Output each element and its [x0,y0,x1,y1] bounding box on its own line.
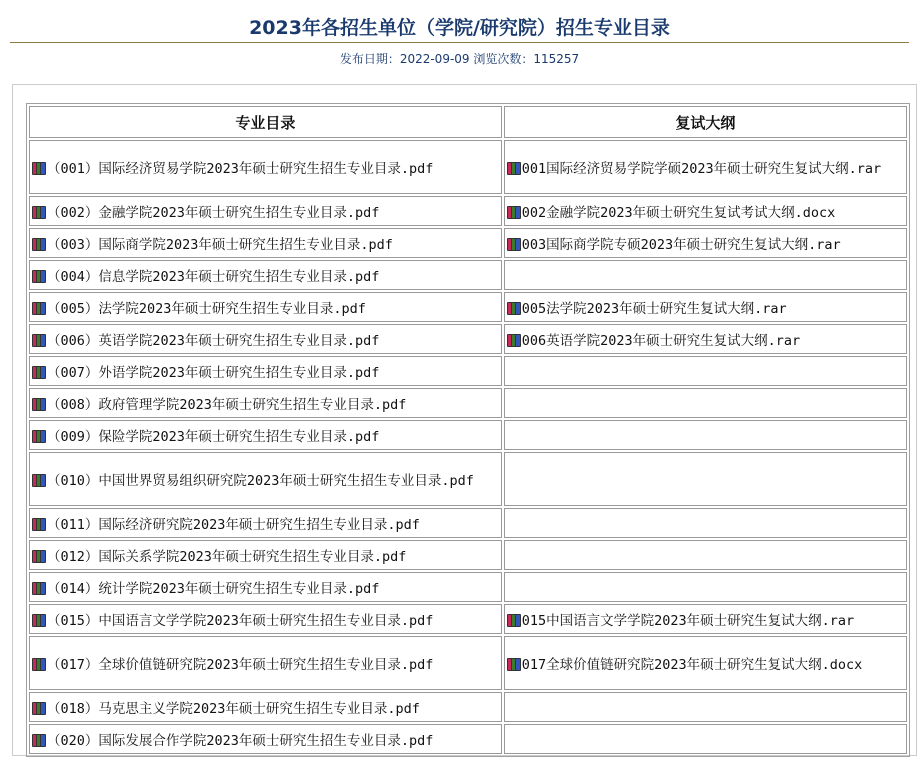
syllabus-cell [504,540,907,570]
file-name: 015中国语言文学学院2023年硕士研究生复试大纲.rar [521,613,855,629]
rar-archive-icon [32,517,46,530]
file-name: （011）国际经济研究院2023年硕士研究生招生专业目录.pdf [47,517,420,533]
rar-archive-icon [507,657,521,670]
catalog-file-link[interactable] [32,473,474,489]
catalog-file-link[interactable] [32,581,379,597]
catalog-cell [29,420,502,450]
file-name: （012）国际关系学院2023年硕士研究生招生专业目录.pdf [47,549,407,565]
file-name: 002金融学院2023年硕士研究生复试考试大纲.docx [521,205,836,221]
rar-archive-icon [507,301,521,314]
syllabus-file-link[interactable] [507,657,863,673]
catalog-file-link[interactable] [32,657,433,673]
catalog-file-link[interactable] [32,269,379,285]
file-name: （007）外语学院2023年硕士研究生招生专业目录.pdf [47,365,380,381]
syllabus-cell [504,636,907,690]
catalog-cell [29,692,502,722]
syllabus-cell [504,724,907,754]
file-name: 003国际商学院专硕2023年硕士研究生复试大纲.rar [521,237,841,253]
syllabus-cell [504,420,907,450]
catalog-cell [29,508,502,538]
table-row [29,724,907,754]
catalog-file-link[interactable] [32,549,406,565]
syllabus-cell [504,604,907,634]
table-row [29,636,907,690]
syllabus-cell [504,452,907,506]
syllabus-cell [504,508,907,538]
table-row [29,292,907,322]
rar-archive-icon [32,613,46,626]
file-name: （010）中国世界贸易组织研究院2023年硕士研究生招生专业目录.pdf [47,473,474,489]
table-row [29,324,907,354]
catalog-file-link[interactable] [32,517,420,533]
file-name: 017全球价值链研究院2023年硕士研究生复试大纲.docx [521,657,863,673]
rar-archive-icon [32,581,46,594]
publish-meta: 发布日期：2022-09-09 浏览次数：115257 [339,52,580,66]
file-name: （003）国际商学院2023年硕士研究生招生专业目录.pdf [47,237,393,253]
catalog-file-link[interactable] [32,701,420,717]
catalog-file-link[interactable] [32,333,379,349]
syllabus-cell [504,196,907,226]
catalog-cell [29,724,502,754]
catalog-cell [29,140,502,194]
file-name: （015）中国语言文学学院2023年硕士研究生招生专业目录.pdf [47,613,434,629]
catalog-file-link[interactable] [32,205,379,221]
rar-archive-icon [32,473,46,486]
catalog-cell [29,324,502,354]
catalog-cell [29,540,502,570]
rar-archive-icon [32,701,46,714]
catalog-file-link[interactable] [32,301,366,317]
table-row [29,572,907,602]
rar-archive-icon [32,301,46,314]
rar-archive-icon [507,237,521,250]
catalog-file-link[interactable] [32,365,379,381]
syllabus-file-link[interactable] [507,237,841,253]
table-row [29,140,907,194]
file-name: （014）统计学院2023年硕士研究生招生专业目录.pdf [47,581,380,597]
page-header [0,0,919,67]
file-name: 006英语学院2023年硕士研究生复试大纲.rar [521,333,801,349]
rar-archive-icon [507,205,521,218]
file-name: （017）全球价值链研究院2023年硕士研究生招生专业目录.pdf [47,657,434,673]
file-name: （006）英语学院2023年硕士研究生招生专业目录.pdf [47,333,380,349]
rar-archive-icon [32,733,46,746]
rar-archive-icon [32,397,46,410]
syllabus-cell [504,140,907,194]
title-divider [10,42,909,43]
table-row [29,604,907,634]
page-title: 2023年各招生单位（学院/研究院）招生专业目录 [249,17,670,39]
catalog-file-link[interactable] [32,237,393,253]
catalog-file-link[interactable] [32,733,433,749]
table-row [29,692,907,722]
file-name: （001）国际经济贸易学院2023年硕士研究生招生专业目录.pdf [47,161,434,177]
syllabus-cell [504,292,907,322]
syllabus-cell [504,388,907,418]
file-name: （009）保险学院2023年硕士研究生招生专业目录.pdf [47,429,380,445]
rar-archive-icon [32,161,46,174]
table-row [29,196,907,226]
file-name: （002）金融学院2023年硕士研究生招生专业目录.pdf [47,205,380,221]
catalog-cell [29,388,502,418]
syllabus-file-link[interactable] [507,301,787,317]
catalog-cell [29,636,502,690]
file-name: （005）法学院2023年硕士研究生招生专业目录.pdf [47,301,366,317]
file-name: （020）国际发展合作学院2023年硕士研究生招生专业目录.pdf [47,733,434,749]
table-row [29,388,907,418]
table-row [29,420,907,450]
catalog-cell [29,196,502,226]
rar-archive-icon [32,205,46,218]
syllabus-cell [504,572,907,602]
column-header-catalog: 专业目录 [29,106,502,138]
file-name: （018）马克思主义学院2023年硕士研究生招生专业目录.pdf [47,701,420,717]
rar-archive-icon [32,237,46,250]
file-name: （004）信息学院2023年硕士研究生招生专业目录.pdf [47,269,380,285]
catalog-cell [29,260,502,290]
rar-archive-icon [32,365,46,378]
catalog-file-link[interactable] [32,429,379,445]
syllabus-cell [504,692,907,722]
file-name: 005法学院2023年硕士研究生复试大纲.rar [521,301,787,317]
table-row [29,540,907,570]
rar-archive-icon [32,657,46,670]
rar-archive-icon [507,161,521,174]
catalog-cell [29,228,502,258]
syllabus-cell [504,324,907,354]
rar-archive-icon [507,613,521,626]
table-row [29,452,907,506]
rar-archive-icon [32,429,46,442]
catalog-cell [29,452,502,506]
table-row [29,508,907,538]
syllabus-cell [504,356,907,386]
file-name: 001国际经济贸易学院学硕2023年硕士研究生复试大纲.rar [521,161,882,177]
syllabus-cell [504,260,907,290]
catalog-cell [29,604,502,634]
rar-archive-icon [507,333,521,346]
catalog-cell [29,572,502,602]
syllabus-file-link[interactable] [507,205,836,221]
catalog-cell [29,292,502,322]
catalog-file-link[interactable] [32,161,433,177]
rar-archive-icon [32,333,46,346]
table-row [29,356,907,386]
catalog-file-link[interactable] [32,397,406,413]
rar-archive-icon [32,269,46,282]
syllabus-file-link[interactable] [507,161,881,177]
table-row [29,228,907,258]
syllabus-file-link[interactable] [507,613,854,629]
syllabus-file-link[interactable] [507,333,800,349]
catalog-table [26,103,910,757]
catalog-file-link[interactable] [32,613,433,629]
column-header-syllabus: 复试大纲 [504,106,907,138]
file-name: （008）政府管理学院2023年硕士研究生招生专业目录.pdf [47,397,407,413]
catalog-cell [29,356,502,386]
syllabus-cell [504,228,907,258]
rar-archive-icon [32,549,46,562]
table-row [29,260,907,290]
